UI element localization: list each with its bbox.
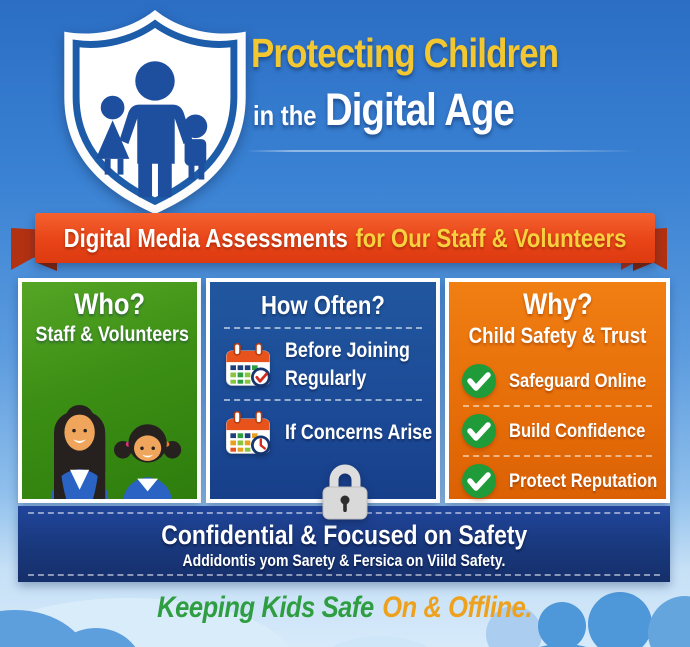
list-item [449, 357, 666, 405]
calendar-clock-icon [224, 409, 272, 456]
how-often-title: How Often? [261, 290, 385, 320]
check-circle-icon [461, 363, 497, 399]
check-circle-icon [461, 413, 497, 449]
lock-icon [317, 460, 373, 522]
page-title-line2 [253, 84, 560, 136]
list-item [449, 407, 666, 455]
how-often-item-text: If Concerns Arise [285, 421, 433, 445]
staff-and-child-illustration [29, 381, 191, 501]
tagline-orange-text: On & Offline. [382, 591, 533, 624]
banner-text-main: Digital Media Assessments [63, 222, 348, 253]
why-item-label: Build Confidence [509, 419, 646, 442]
page-title-line1: Protecting Children [251, 30, 559, 76]
list-item [210, 329, 436, 399]
title-small-text: in the [253, 100, 317, 131]
list-item [210, 401, 436, 463]
banner-ribbon [35, 213, 655, 263]
why-title: Why? [522, 288, 593, 321]
banner-text-accent: for Our Staff & Volunteers [355, 222, 627, 253]
confidential-subtitle: Addidontis yom Sarety & Fersica on Viild Safety. [182, 552, 506, 570]
title-big-text: Digital Age [324, 84, 514, 135]
who-subtitle: Staff & Volunteers [35, 323, 189, 346]
why-item-label: Safeguard Online [509, 369, 647, 392]
why-item-label: Protect Reputation [509, 469, 658, 492]
panel-who [18, 278, 201, 503]
check-circle-icon [461, 463, 497, 499]
list-item [449, 457, 666, 505]
title-divider [246, 150, 638, 152]
tagline [0, 591, 690, 625]
cloud-shape [320, 636, 440, 647]
tagline-green-text: Keeping Kids Safe [157, 591, 375, 624]
calendar-check-icon [224, 341, 272, 388]
how-often-item-text: Before Joining Regularly [285, 339, 410, 390]
who-title: Who? [74, 288, 145, 321]
shield-family-icon [56, 6, 254, 218]
confidential-title: Confidential & Focused on Safety [161, 520, 527, 550]
why-subtitle: Child Safety & Trust [468, 323, 647, 348]
panel-why [445, 278, 670, 503]
